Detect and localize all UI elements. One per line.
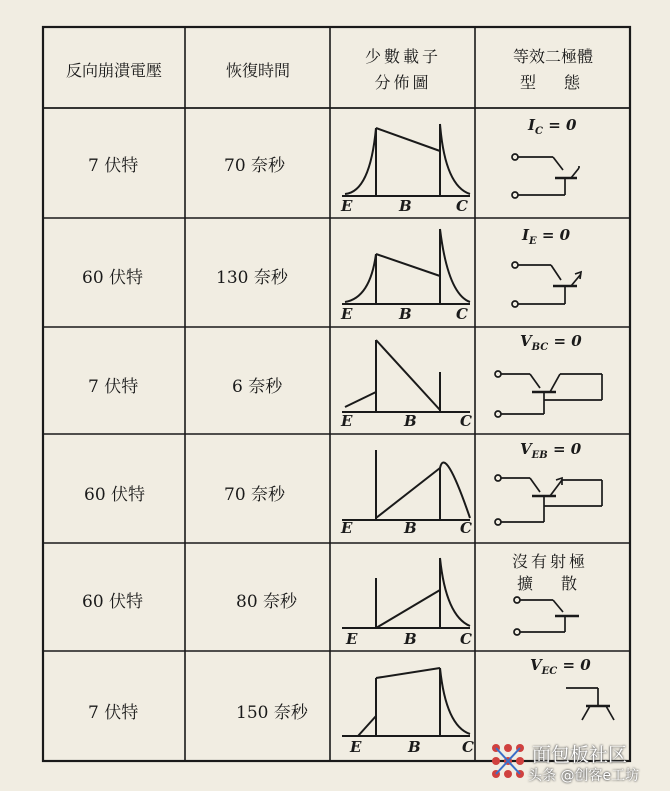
row3-label-e: E — [341, 412, 353, 430]
row4-label-c: C — [460, 519, 472, 537]
header-equivalent-diode-line1: 等效二極體 — [512, 47, 593, 66]
row3-voltage: 7 伏特 — [88, 377, 139, 397]
header-recovery-time: 恢復時間 — [225, 61, 290, 80]
row6-equivalent-circuit — [560, 680, 620, 724]
row2-label-b: B — [399, 305, 412, 323]
header-minority-carrier-line1: 少數載子 — [364, 47, 441, 66]
row5-equiv-line1: 沒有射極 — [511, 552, 588, 571]
row2-eq-subscript: E — [529, 236, 537, 247]
row3-label-c: C — [460, 412, 472, 430]
row6-equation — [530, 656, 591, 677]
row4-equivalent-circuit — [490, 466, 610, 536]
row1-voltage: 7 伏特 — [88, 156, 139, 176]
row2-voltage: 60 伏特 — [82, 268, 144, 288]
header-breakdown-voltage: 反向崩潰電壓 — [65, 61, 162, 80]
watermark-account: 头条 @创客e工坊 — [528, 768, 640, 784]
header-minority-carrier-line2: 分佈圖 — [374, 73, 432, 92]
row4-eq-value: = 0 — [547, 440, 582, 458]
row2-label-c: C — [456, 305, 468, 323]
row5-time: 80 奈秒 — [236, 592, 298, 612]
row5-label-b: B — [404, 630, 417, 648]
row2-equivalent-circuit — [505, 250, 605, 320]
row1-label-b: B — [399, 197, 412, 215]
row1-terminal-top — [512, 154, 518, 160]
header-equivalent-diode-line2: 型 態 — [519, 73, 586, 92]
row4-time: 70 奈秒 — [224, 485, 286, 505]
row4-label-b: B — [404, 519, 417, 537]
row3-eq-value: = 0 — [548, 332, 582, 350]
row1-eq-subscript: C — [535, 126, 543, 137]
row6-label-b: B — [408, 738, 421, 756]
row1-plot-carrier-slope — [376, 128, 440, 151]
row1-equivalent-circuit — [505, 140, 605, 210]
row6-label-c: C — [462, 738, 474, 756]
row1-eq-value: = 0 — [543, 116, 577, 134]
row5-label-c: C — [460, 630, 472, 648]
row1-plot-collector-tail — [440, 124, 470, 194]
row6-eq-symbol: V — [530, 656, 542, 674]
row2-label-e: E — [341, 305, 353, 323]
row2-eq-value: = 0 — [536, 226, 571, 244]
row4-eq-subscript: EB — [531, 450, 548, 461]
row3-eq-subscript: BC — [531, 342, 549, 353]
row3-equivalent-circuit — [490, 358, 610, 428]
row4-equation — [520, 440, 581, 461]
row4-eq-symbol: V — [520, 440, 532, 458]
row3-equation — [520, 332, 582, 353]
watermark-site-name: 面包板社区 — [532, 744, 628, 766]
row1-label-e: E — [341, 197, 353, 215]
row2-equation — [522, 226, 570, 247]
row4-voltage: 60 伏特 — [84, 485, 146, 505]
row5-equivalent-circuit — [505, 590, 605, 646]
row5-label-e: E — [346, 630, 358, 648]
row4-label-e: E — [341, 519, 353, 537]
row1-terminal-bottom — [512, 192, 518, 198]
row5-equiv-line2: 擴 散 — [516, 574, 583, 593]
row1-plot-emitter-tail — [345, 128, 376, 194]
row2-eq-symbol: I — [522, 226, 530, 244]
row3-eq-symbol: V — [520, 332, 532, 350]
row2-time: 130 奈秒 — [216, 268, 288, 288]
row6-eq-subscript: EC — [541, 666, 558, 677]
row1-eq-symbol: I — [528, 116, 536, 134]
row3-label-b: B — [404, 412, 417, 430]
row1-time: 70 奈秒 — [224, 156, 286, 176]
row6-label-e: E — [350, 738, 362, 756]
row3-time: 6 奈秒 — [232, 377, 283, 397]
row1-label-c: C — [456, 197, 468, 215]
watermark-logo — [486, 740, 528, 782]
row5-voltage: 60 伏特 — [82, 592, 144, 612]
row6-eq-value: = 0 — [557, 656, 591, 674]
row6-time: 150 奈秒 — [236, 703, 308, 723]
row6-voltage: 7 伏特 — [88, 703, 139, 723]
row1-equation — [528, 116, 576, 137]
